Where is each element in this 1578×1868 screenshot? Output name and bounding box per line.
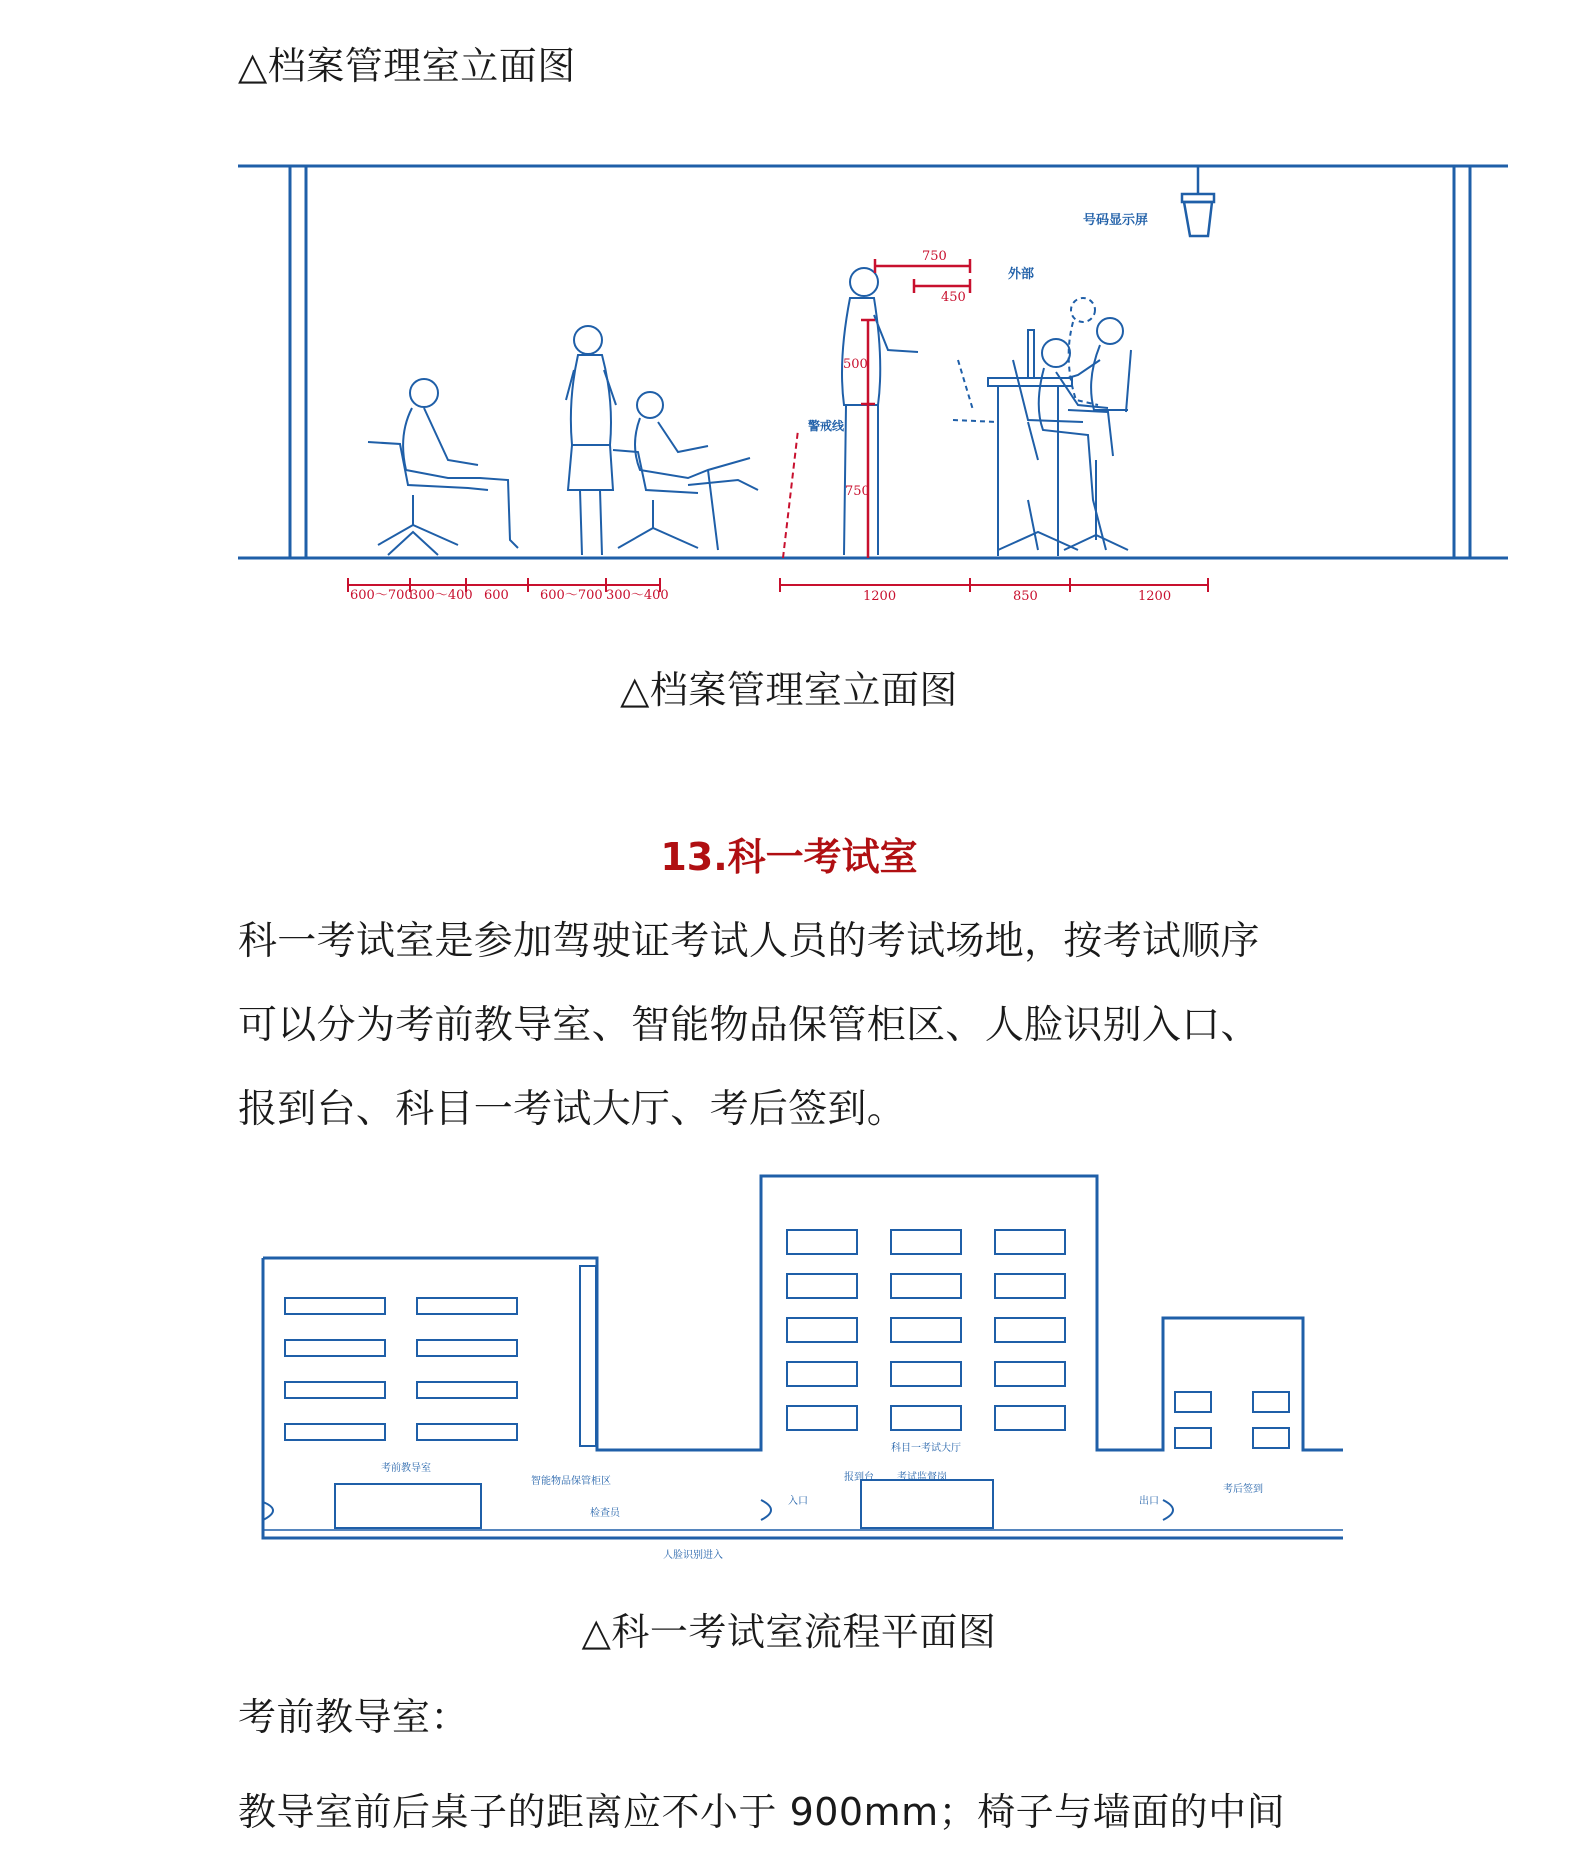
intro-paragraph <box>238 910 1348 1140</box>
guard-line <box>783 418 845 558</box>
dim-right-0: 1200 <box>863 589 897 604</box>
exam-hall-desks <box>787 1230 1065 1430</box>
dim-left-1: 300～400 <box>410 588 473 603</box>
seated-person-2 <box>613 392 758 550</box>
standing-person-2 <box>842 268 918 555</box>
section-heading: 13.科一考试室 <box>660 835 918 879</box>
body-last-line: 教导室前后桌子的距离应不小于 900mm；椅子与墙面的中间 <box>238 1790 1286 1834</box>
dim-750-vert: 750 <box>845 484 870 499</box>
plan-caption: △科一考试室流程平面图 <box>581 1610 997 1654</box>
label-exam-hall: 科目一考试大厅 <box>891 1443 961 1454</box>
label-exit: 出口 <box>1139 1496 1159 1507</box>
desk <box>988 330 1072 556</box>
intro-line-3: 报到台、科目一考试大厅、考后签到。 <box>238 1087 907 1132</box>
pre-exam-desks <box>285 1298 517 1440</box>
intro-line-1: 科一考试室是参加驾驶证考试人员的考试场地，按考试顺序 <box>238 919 1260 964</box>
top-caption: △档案管理室立面图 <box>238 44 576 88</box>
dim-left-2: 600 <box>484 588 509 603</box>
label-locker-area: 智能物品保管柜区 <box>531 1476 611 1487</box>
seated-applicant <box>998 339 1108 550</box>
elevation-drawing <box>238 160 1508 605</box>
dim-left-3: 600～700 <box>540 588 603 603</box>
label-checkin-desk: 报到台 <box>844 1472 874 1483</box>
outside-label: 外部 <box>1008 267 1035 282</box>
subheading: 考前教导室： <box>238 1695 470 1739</box>
label-face-entry: 人脸识别进入 <box>663 1550 723 1561</box>
label-entrance: 入口 <box>788 1496 808 1507</box>
label-inspector: 检查员 <box>590 1508 620 1519</box>
dim-500-vert: 500 <box>843 357 868 372</box>
dim-left-4: 300～400 <box>606 588 669 603</box>
guard-line-label: 警戒线 <box>808 419 845 433</box>
label-monitor-room: 考试监督岗 <box>897 1472 947 1483</box>
dim-right-2: 1200 <box>1138 589 1172 604</box>
label-post-exam-sign: 考后签到 <box>1223 1484 1263 1495</box>
standing-person-1 <box>566 326 616 555</box>
elevation-caption: △档案管理室立面图 <box>620 668 958 712</box>
dim-left-0: 600～700 <box>350 588 413 603</box>
floor-plan <box>255 1170 1355 1570</box>
intro-line-2: 可以分为考前教导室、智能物品保管柜区、人脸识别入口、 <box>238 1003 1260 1048</box>
dim-750-top: 750 <box>922 249 947 264</box>
locker-column <box>580 1266 596 1446</box>
label-pre-exam-room: 考前教导室 <box>381 1463 431 1474</box>
dim-right-1: 850 <box>1013 589 1038 604</box>
screen-label: 号码显示屏 <box>1083 213 1149 228</box>
dim-450-top: 450 <box>941 290 966 305</box>
screen-icon <box>1182 166 1214 236</box>
seated-person-1 <box>368 379 518 555</box>
